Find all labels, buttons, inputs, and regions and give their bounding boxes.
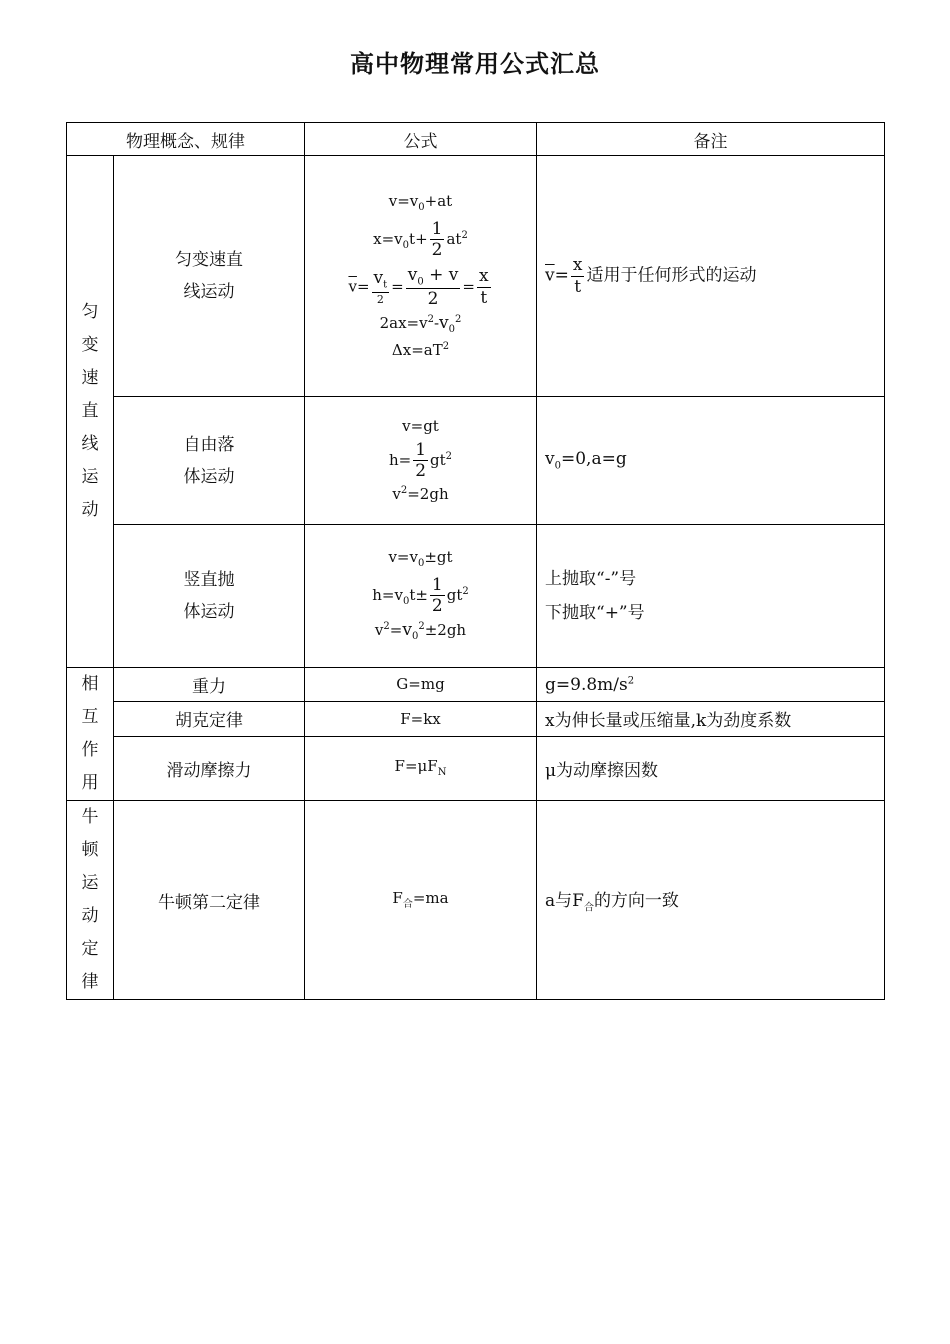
note-cell: a与$F_合$的方向一致: [537, 801, 885, 1000]
table-row: [67, 702, 885, 736]
note-cell: $g=9.8m/s^2$: [537, 668, 885, 702]
formula-velocity: $v=v_0+at$: [388, 192, 453, 214]
formula-average-velocity: $\overline{v}=$ $\frac{v_t}{2}$ = $\frac{v_0 + v}{2}$ = $\frac{x}{t}$: [348, 264, 489, 310]
formula-hooke: F=kx: [305, 702, 537, 736]
concept-gravity: 重力: [114, 668, 305, 702]
header-formula: 公式: [305, 123, 537, 156]
note-cell: $\overline{v}=$ $\frac{x}{t}$ 适用于任何形式的运动: [537, 156, 885, 397]
note-cell: $v_0=0,a=g$: [537, 397, 885, 525]
concept-hooke: 胡克定律: [114, 702, 305, 736]
formula-delta-x: $\Delta x=aT^2$: [391, 340, 450, 359]
group-label-newton: 牛 顿 运 动 定 律: [67, 801, 114, 1000]
concept-uniform-accel: 匀变速直 线运动: [114, 156, 305, 397]
group-label-uniform-motion: 匀 变 速 直 线 运 动: [67, 156, 114, 668]
formula-table: [66, 122, 885, 1000]
group-label-interaction: 相 互 作 用: [67, 668, 114, 801]
formula-velocity: v=gt: [402, 416, 439, 435]
table-header-row: [67, 123, 885, 156]
header-concept: 物理概念、规律: [67, 123, 305, 156]
note-cell: μ为动摩擦因数: [537, 736, 885, 801]
note-cell: 上抛取“-”号 下抛取“+”号: [537, 525, 885, 668]
concept-newton-second: 牛顿第二定律: [114, 801, 305, 1000]
table-row: [67, 801, 885, 1000]
formula-gravity: G=mg: [305, 668, 537, 702]
formula-displacement: $x=v_0t+$ $\frac{1}{2}$ $at^2$: [373, 218, 468, 261]
concept-free-fall: 自由落 体运动: [114, 397, 305, 525]
formula-cell: [305, 156, 537, 397]
formula-cell: [305, 397, 537, 525]
formula-height: $h=v_0t\pm$ $\frac{1}{2}$ $gt^2$: [372, 574, 469, 616]
table-row: [67, 156, 885, 397]
formula-v-squared: $v^2=v_0^2\pm 2gh$: [374, 620, 467, 643]
table-row: [67, 668, 885, 702]
page-title: 高中物理常用公式汇总: [350, 50, 600, 78]
formula-2ax: $2ax=v^2-v_0^2$: [379, 313, 462, 336]
formula-v-squared: $v^2=2gh$: [392, 485, 449, 504]
note-cell: x为伸长量或压缩量,k为劲度系数: [537, 702, 885, 736]
formula-newton-second: $F_合=ma$: [305, 801, 537, 1000]
table-row: [67, 397, 885, 525]
table-row: [67, 525, 885, 668]
table-row: [67, 736, 885, 801]
formula-cell: [305, 525, 537, 668]
formula-friction: $F=\mu F_N$: [305, 736, 537, 801]
formula-velocity: $v=v_0\pm gt$: [388, 548, 453, 570]
concept-vertical-projectile: 竖直抛 体运动: [114, 525, 305, 668]
formula-height: h= $\frac{1}{2}$ $gt^2$: [388, 439, 453, 481]
header-note: 备注: [537, 123, 885, 156]
concept-friction: 滑动摩擦力: [114, 736, 305, 801]
